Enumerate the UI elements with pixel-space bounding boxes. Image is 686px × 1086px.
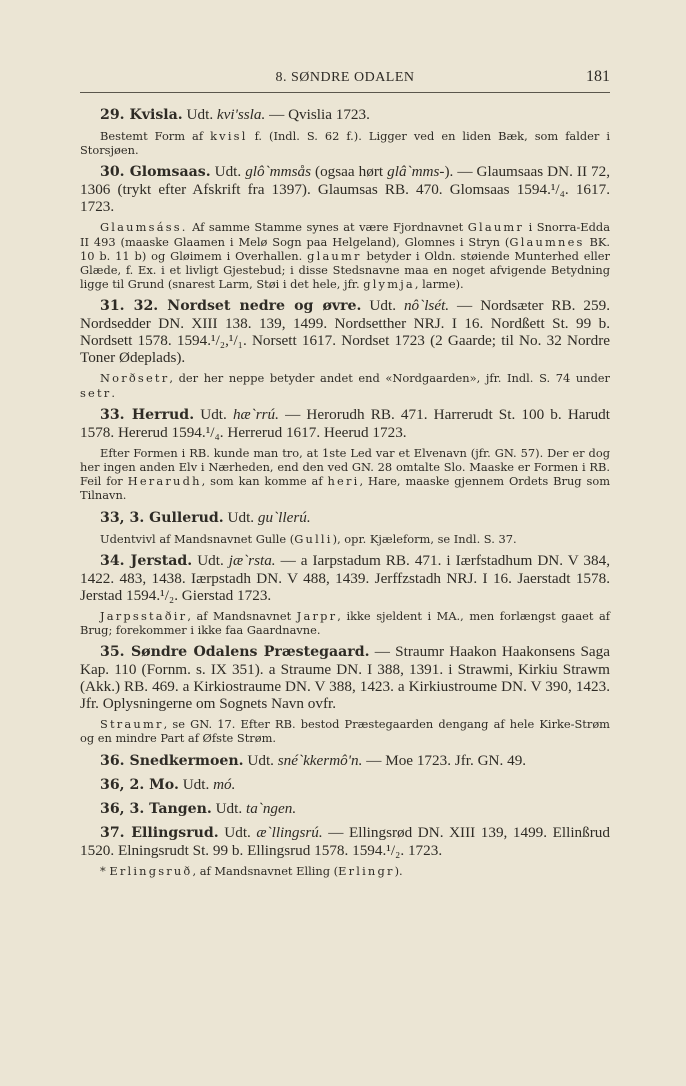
text: , der her neppe betyder andet end «Nordgaarden», jfr. Indl. S. 74 under [169, 371, 610, 386]
chapter-title: 8. SØNDRE ODALEN [275, 70, 415, 85]
entry-heading: 33. Herrud. [100, 406, 195, 423]
entry-heading: 29. Kvisla. [100, 107, 183, 123]
text: , larme). [414, 277, 464, 292]
note-paragraph [80, 220, 610, 291]
spaced-term: Glaumnes [509, 234, 585, 249]
spaced-term: Straumr [100, 717, 164, 732]
text: , af Mandsnavnet [187, 608, 297, 623]
pronunciation: glô`mmsås [245, 163, 312, 181]
text: Udt. [223, 508, 258, 526]
text: Udentvivl af Mandsnavnet Gulle ( [100, 531, 295, 546]
text: , Hare, maaske gjennem Ordets Brug som Tilnavn. [80, 474, 610, 503]
text: — Nordsæter RB. 259. Nordsedder DN. XIII 138. 139, 1499. Nordsetther NRJ. I 16. Nordßett St. 99 b. Nordsett 1578. 1594.¹/₂,¹/₁. Norsett 1617. Nordset 1723 (2 Gaarde; til No. 32 Nordre Toner Ødeplads). [80, 297, 610, 367]
pronunciation: nô`lsét. [403, 297, 450, 315]
note-paragraph [80, 532, 610, 546]
text: , som kan komme af [201, 474, 328, 489]
text: Efter Formen i RB. kunde man tro, at 1ste Led var et Elvenavn (jfr. GN. 57). Der er dog her ingen anden Elv i Nærheden, end den ved GN. 28 omtalte Slo. Maaske er Formen i RB. Feil for [80, 445, 610, 489]
spaced-term: Glaumsáss. [100, 220, 188, 235]
text: i Snorra-Edda II 493 (maaske Glaamen i Melø Sogn paa Helgeland), Glomnes i Stryn ( [80, 220, 610, 249]
text: , ikke sjeldent i MA., men forlængst gaaet af Brug; forekommer i ikke faa Gaardnavne. [80, 608, 610, 638]
entry-heading: 37. Ellingsrud. [100, 824, 219, 841]
text: Udt. [211, 799, 246, 817]
note-paragraph [80, 371, 610, 399]
text: . [111, 385, 116, 400]
spaced-term: Jarpr [296, 608, 338, 623]
entry-heading: 34. Jerstad. [100, 552, 193, 569]
note-paragraph [80, 864, 610, 878]
note-paragraph [80, 129, 610, 157]
pronunciation: mó. [213, 775, 236, 793]
text: Udt. [361, 297, 404, 315]
pronunciation: æ`llingsrú. [256, 823, 323, 841]
pronunciation: sné`kkermô'n. [277, 751, 363, 769]
text: BK. 10 b. 11 b) og Gløimem i Overhallen. [80, 234, 611, 263]
spaced-term: Erlingr [338, 863, 395, 878]
pronunciation: ta`ngen. [245, 799, 297, 817]
text: , af Mandsnavnet Elling ( [192, 863, 339, 878]
pronunciation: gu`llerú. [257, 508, 311, 526]
text: — Moe 1723. Jfr. GN. 49. [362, 751, 527, 769]
note-paragraph [80, 717, 610, 745]
spaced-term: Herarudh [127, 474, 202, 489]
pronunciation: hæ`rrú. [232, 405, 279, 423]
text: f. (Indl. S. 62 f.). Ligger ved en liden Bæk, som falder i Storsjøen. [80, 129, 610, 158]
text: (ogsaa hørt [311, 163, 388, 181]
pronunciation: jæ`rsta. [228, 551, 276, 569]
entry-paragraph [80, 776, 610, 794]
text: — Herorudh RB. 471. Harrerudt St. 100 b. Harudt 1578. Hererud 1594.¹/₄. Herrerud 1617. Heerud 1723. [80, 405, 610, 441]
text: Udt. [182, 106, 217, 123]
text: ). — Glaumsaas DN. II 72, 1306 (trykt efter Afskrift fra 1397). Glaumsas RB. 470. Glomsaas 1594.¹/₄. 1617. 1723. [80, 163, 610, 216]
entry-paragraph [80, 752, 610, 770]
entry-paragraph [80, 643, 610, 712]
entry-paragraph [80, 800, 610, 818]
entry-heading: 36, 2. Mo. [100, 776, 179, 793]
text: Udt. [243, 751, 278, 769]
spaced-term: Erlingsruð [109, 863, 193, 878]
text: Af samme Stamme synes at være Fjordnavnet [187, 220, 468, 235]
entry-paragraph [80, 509, 610, 527]
entry-paragraph [80, 552, 610, 604]
pronunciation: kvi'ssla. [216, 106, 266, 123]
spaced-term: Glaumr [467, 220, 525, 235]
entry-heading: 36. Snedkermoen. [100, 752, 244, 769]
spaced-term: heri [327, 474, 360, 489]
entry-paragraph [80, 297, 610, 366]
entry-heading: 30. Glomsaas. [100, 164, 211, 181]
spaced-term: kvisl [210, 129, 248, 143]
note-paragraph [80, 609, 610, 637]
spaced-term: setr [80, 385, 112, 400]
text: Udt. [194, 405, 233, 423]
entry-heading: 31. 32. Nordset nedre og øvre. [100, 298, 362, 315]
page-body [80, 100, 610, 878]
text: — a Iarpstadum RB. 471. i Iærfstadhum DN. V 384, 1422. 483, 1438. Iærpstadh DN. V 488, 1439. Jerffzstadh NRJ. I 16. Jaerstadt 1578. Jerstad 1594.¹/₂. Gierstad 1723. [80, 551, 611, 604]
text: betyder i Oldn. støiende Munterhed eller Glæde, f. Ex. i et livligt Gjestebud; i disse Stedsnavne maa en noget afvigende Betydning ligge til Grund (snarest Larm, Støi i det hele, jfr. [80, 248, 610, 292]
entry-paragraph [80, 824, 610, 859]
text: — Qvislia 1723. [265, 106, 370, 123]
text: ). [394, 863, 403, 878]
spaced-term: Norðsetr [100, 371, 170, 386]
text: — Ellingsrød DN. XIII 139, 1499. Ellinßrud 1520. Elningsrudt St. 99 b. Ellingsrud 1578. 1594.¹/₂. 1723. [80, 823, 610, 859]
text: Bestemt Form af [100, 129, 211, 143]
entry-heading: 33, 3. Gullerud. [100, 509, 224, 526]
text: Udt. [218, 823, 257, 841]
text: , se GN. 17. Efter RB. bestod Præstegaarden dengang af hele Kirke-Strøm og en mindre Part af Øfste Strøm. [80, 717, 610, 746]
text: — Straumr Haakon Haakonsens Saga Kap. 110 (Fornm. s. IX 351). a Straume DN. I 388, 1391. i Strawmi, Kirkiu Strawm (Akk.) RB. 469. a Kirkiostraume DN. V 388, 1423. a Kirkiustroume DN. V 390, 1423. Jfr. Oplysningerne om Sognets Navn ovfr. [80, 643, 610, 713]
pronunciation: glâ`mms- [387, 163, 445, 181]
running-header [80, 68, 610, 93]
text: Udt. [210, 163, 246, 181]
spaced-term: glymja [363, 277, 415, 292]
text: Udt. [192, 551, 229, 569]
text: Udt. [178, 775, 214, 793]
spaced-term: glaumr [307, 248, 362, 263]
spaced-term: Jarpsstaðir [100, 608, 188, 623]
entry-paragraph [80, 163, 610, 215]
spaced-term: Gulli [294, 531, 333, 546]
text: ), opr. Kjæleform, se Indl. S. 37. [332, 531, 517, 546]
entry-heading: 35. Søndre Odalens Præstegaard. [100, 644, 370, 661]
entry-heading: 36, 3. Tangen. [100, 800, 212, 817]
page-number: 181 [586, 68, 610, 85]
entry-paragraph [80, 406, 610, 441]
text: * [100, 863, 110, 878]
entry-paragraph [80, 106, 610, 124]
note-paragraph [80, 446, 610, 503]
